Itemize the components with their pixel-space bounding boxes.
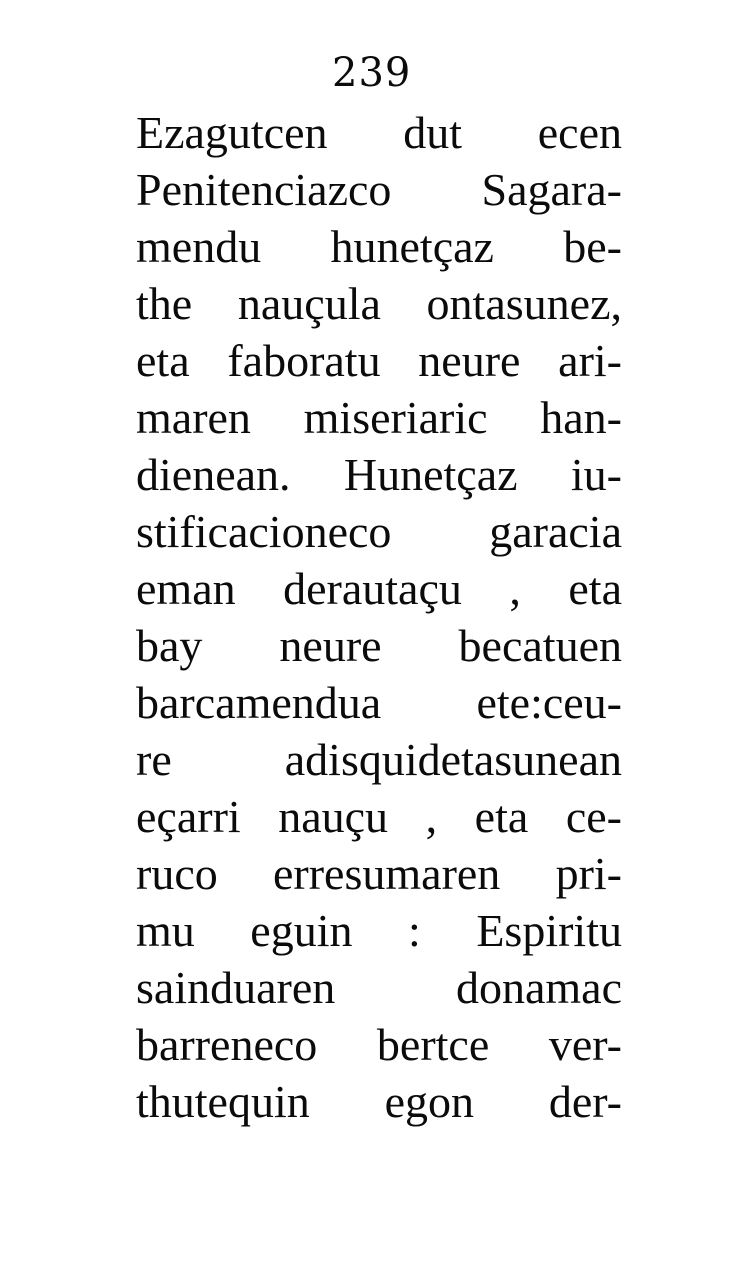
text-line: Penitenciazco Sagara- xyxy=(136,164,622,215)
text-line: sainduaren donamac xyxy=(136,962,622,1013)
text-line: barcamendua ete:ceu- xyxy=(136,677,622,728)
text-line: mu eguin : Espiritu xyxy=(136,905,622,956)
text-line: thutequin egon der- xyxy=(136,1076,622,1127)
text-line: eçarri nauçu , eta ce- xyxy=(136,791,622,842)
text-line: ruco erresumaren pri- xyxy=(136,848,622,899)
text-line: Ezagutcen dut ecen xyxy=(136,107,622,158)
text-line: re adisquidetasunean xyxy=(136,734,622,785)
text-line: bay neure becatuen xyxy=(136,620,622,671)
text-line: eman derautaçu , eta xyxy=(136,563,622,614)
text-line: mendu hunetçaz be- xyxy=(136,221,622,272)
text-line: maren miseriaric han- xyxy=(136,392,622,443)
text-line: the nauçula ontasunez, xyxy=(136,278,622,329)
text-line: eta faboratu neure ari- xyxy=(136,335,622,386)
page-number: 239 xyxy=(332,50,412,96)
body-text xyxy=(136,104,622,1130)
text-line: stificacioneco garacia xyxy=(136,506,622,557)
text-line: barreneco bertce ver- xyxy=(136,1019,622,1070)
text-line: dienean. Hunetçaz iu- xyxy=(136,449,622,500)
